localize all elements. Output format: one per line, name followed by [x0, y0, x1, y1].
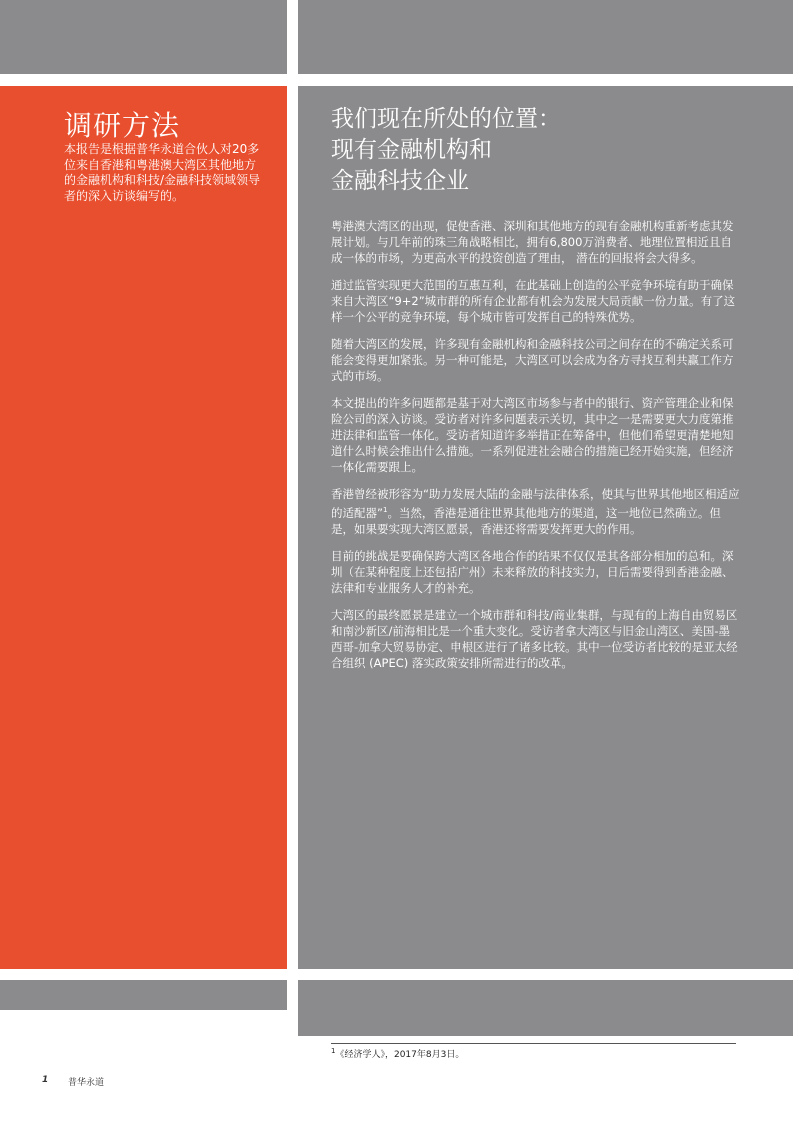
paragraph-hong-kong	[331, 486, 741, 537]
section-title-line-3: 金融科技企业	[331, 168, 469, 194]
paragraph: 本文提出的许多问题都是基于对大湾区市场参与者中的银行、资产管理企业和保险公司的深入访谈。受访者对许多问题表示关切，其中之一是需要更大力度第推进法律和监管一体化。受访者知道许多举措正在筹备中，但他们希望更清楚地知道什么时候会推出什么措施。一系列促进社会融合的措施已经开始实施，但经济一体化需要跟上。	[331, 396, 734, 474]
body-text	[331, 218, 741, 682]
methodology-title: 调研方法	[64, 109, 181, 142]
footnote	[331, 1047, 464, 1060]
footnote-reference[interactable]: 1	[382, 506, 388, 514]
brand-name: 普华永道	[68, 1078, 105, 1088]
paragraph: 随着大湾区的发展，许多现有金融机构和金融科技公司之间存在的不确定关系可能会变得更加紧张。另一种可能是，大湾区可以会成为各方寻找互利共赢工作方式的市场。	[331, 337, 734, 383]
bottom-left-panel	[0, 980, 287, 1010]
paragraph: 大湾区的最终愿景是建立一个城市群和科技/商业集群，与现有的上海自由贸易区和南沙新区/前海相比是一个重大变化。受访者拿大湾区与旧金山湾区、美国-墨西哥-加拿大贸易协定、申根区进行了诸多比较。其中一位受访者比较的是亚太经合组织 (APEC) 落实政策安排所需进行的改革。	[331, 607, 738, 670]
paragraph: 粤港澳大湾区的出现，促使香港、深圳和其他地方的现有金融机构重新考虑其发展计划。与几年前的珠三角战略相比，拥有6,800万消费者、地理位置相近且自成一体的市场，为更高水平的投资创造了理由， 潜在的回报将会大得多。	[331, 219, 734, 265]
paragraph-text: 香港曾经被形容为“助力发展大陆的金融与法律体系，使其与世界其他地区相适应的适配器”	[331, 487, 740, 520]
paragraph: 目前的挑战是要确保跨大湾区各地合作的结果不仅仅是其各部分相加的总和。深圳（在某种程度上还包括广州）未来释放的科技实力，日后需要得到香港金融、法律和专业服务人才的补充。	[331, 548, 734, 595]
top-right-panel	[298, 0, 793, 74]
paragraph-text: 。当然，香港是通往世界其他地方的渠道，这一地位已然确立。但是，如果要实现大湾区愿景，香港还将需要发挥更大的作用。	[331, 505, 721, 536]
section-title	[331, 104, 751, 197]
methodology-description: 本报告是根据普华永道合伙人对20多位来自香港和粤港澳大湾区其他地方的金融机构和科技/金融科技领域领导者的深入访谈编写的。	[64, 142, 261, 203]
methodology-panel	[0, 86, 287, 969]
paragraph: 通过监管实现更大范围的互惠互利，在此基础上创造的公平竞争环境有助于确保来自大湾区“9+2”城市群的所有企业都有机会为发展大局贡献一份力量。有了这样一个公平的竞争环境，每个城市皆可发挥自己的特殊优势。	[331, 278, 736, 324]
footnote-marker: 1	[331, 1047, 336, 1055]
top-left-panel	[0, 0, 287, 74]
section-title-line-2: 现有金融机构和	[331, 137, 492, 163]
footnote-text: 《经济学人》，2017年8月3日。	[335, 1050, 465, 1060]
section-title-line-1: 我们现在所处的位置：	[331, 106, 561, 132]
bottom-right-panel	[298, 980, 793, 1036]
page-number: 1	[42, 1075, 49, 1085]
footnote-divider	[331, 1043, 736, 1044]
